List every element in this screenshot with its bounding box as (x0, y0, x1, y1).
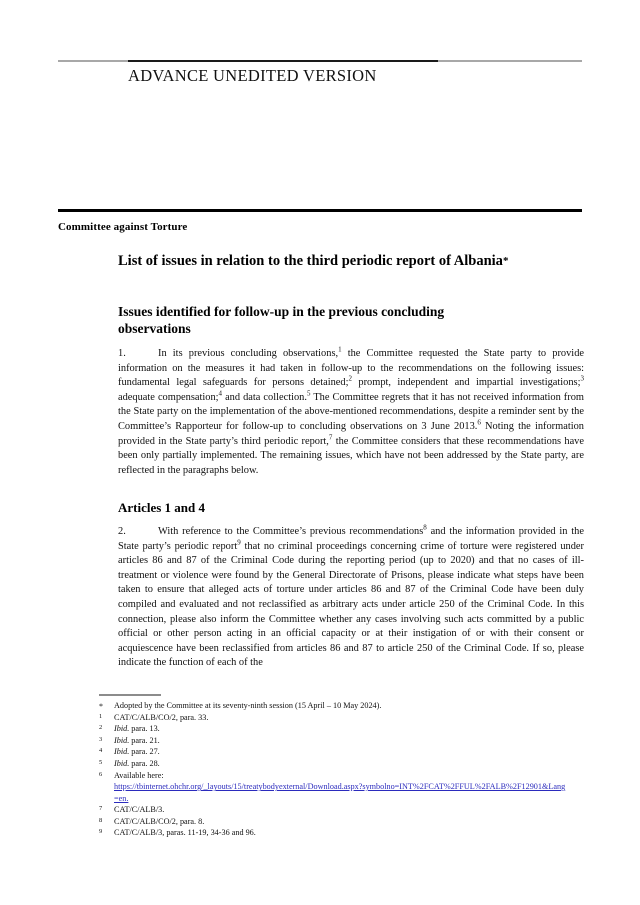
footnote-ref-6[interactable]: 6 (477, 418, 481, 427)
footnotes-list (99, 700, 569, 839)
footnote-text: CAT/C/ALB/3. (114, 804, 165, 814)
footnote-ref-1[interactable]: 1 (338, 345, 342, 354)
footnote-text: Available here: (114, 770, 164, 780)
footnote-marker-2: 2 (99, 724, 103, 732)
footnote-marker-8: 8 (99, 816, 103, 824)
footnote-item (99, 770, 569, 804)
committee-name: Committee against Torture (58, 221, 188, 233)
footnote-item (99, 700, 569, 712)
footnote-ibid: Ibid. (114, 724, 130, 734)
footnote-item (99, 746, 569, 758)
footnote-link[interactable]: https://tbinternet.ohchr.org/_layouts/15/treatybodyexternal/Download.aspx?symbolno=INT%2FCAT%2FFUL%2FALB%2F12901&Lang=en. (114, 782, 566, 803)
footnote-ref-3[interactable]: 3 (580, 374, 584, 383)
paragraph-1-body: In its previous concluding observations,$^1$ the Committee requested the State party to provide information on the measures it had taken in follow-up to the recommendations on the following issues: fundamental legal safeguards for persons detained;$^2$ prompt, independent and impartial investigations;$^3$ adequate compensation;$^4$ and data collection.$^5$ The Committee regrets that it has not received information from the State party on the implementation of the above-mentioned recommendations, despite a reminder sent by the Committee’s Rapporteur for follow-up to concluding observations on 3 June 2013.$^6$ Noting the information provided in the State party’s third periodic report,$^7$ the Committee considers that these recommendations have been only partially implemented. The remaining issues, which have not been addressed by the State party, are reflected in the paragraphs below. (118, 345, 585, 476)
section-heading-followup: Issues identified for follow-up in the previous concluding observations (118, 304, 445, 336)
footnote-ref-4[interactable]: 4 (218, 389, 223, 398)
paragraph-1-number: 1. (118, 348, 126, 359)
footnote-text: CAT/C/ALB/CO/2, para. 8. (114, 816, 205, 826)
paragraph-2 (118, 525, 584, 671)
footnote-ref-7[interactable]: 7 (328, 433, 333, 442)
footnote-marker-6: 6 (99, 770, 103, 778)
footnote-text: para. 13. (129, 724, 160, 734)
footnote-item (99, 827, 569, 839)
footnote-marker-4: 4 (99, 747, 103, 755)
footnote-marker-1: 1 (99, 712, 103, 720)
footnote-text: CAT/C/ALB/3, paras. 11-19, 34-36 and 96. (114, 828, 256, 838)
footnote-marker-7: 7 (99, 804, 103, 812)
footnote-text: para. 21. (129, 735, 160, 745)
footnote-ibid: Ibid. (114, 758, 130, 768)
footnote-text: CAT/C/ALB/CO/2, para. 33. (114, 712, 209, 722)
footnote-ibid: Ibid. (114, 747, 130, 757)
page-title (118, 253, 518, 271)
footnote-marker-5: 5 (99, 758, 103, 766)
footnote-ref-9[interactable]: 9 (237, 538, 241, 547)
paragraph-1 (118, 347, 584, 478)
footnote-ref-5[interactable]: 5 (306, 389, 311, 398)
footnote-ref-8[interactable]: 8 (423, 523, 427, 532)
footnote-item (99, 816, 569, 828)
footnote-text: para. 28. (129, 758, 160, 768)
footnote-marker-9: 9 (99, 828, 103, 836)
paragraph-2-body: With reference to the Committee’s previous recommendations$^8$ and the information provided in the State party’s periodic report$^9$ that no criminal proceedings concerning crime of torture were registered under articles 86 and 87 of the Criminal Code during the reporting period (up to 2020) and that no cases of ill-treatment or violence were found by the General Directorate of Prisons, please indicate what steps have been taken to ensure that alleged acts of torture under articles 86 and 87 of the Criminal Code have been duly compiled and evaluated and not reclassified as arbitrary acts under article 250 of the Criminal Code. In this connection, please also inform the Committee whether any cases involving such acts committed by a public official or other person acting in an official capacity or at their instigation of or with their consent or acquiescence have been reclassified from articles 86 and 87 to article 250 of the Criminal Code. If so, please indicate the function of each of the (118, 523, 584, 669)
paragraph-2-number: 2. (118, 526, 126, 537)
footnote-item (99, 758, 569, 770)
footnote-item (99, 804, 569, 816)
footnote-separator-rule (99, 694, 161, 696)
advance-unedited-version-title: ADVANCE UNEDITED VERSION (128, 66, 377, 85)
footnote-text: Adopted by the Committee at its seventy-ninth session (15 April – 10 May 2024). (114, 701, 382, 710)
footnote-marker-3: 3 (99, 735, 103, 743)
page-title-asterisk: * (502, 255, 509, 267)
footnote-ref-2[interactable]: 2 (348, 374, 352, 383)
header-rule-black (128, 60, 438, 62)
footnote-text: para. 27. (129, 747, 160, 757)
footnote-item (99, 712, 569, 724)
articles-heading: Articles 1 and 4 (118, 500, 206, 515)
committee-divider-rule (58, 209, 582, 212)
footnote-ibid: Ibid. (114, 735, 130, 745)
footnote-item (99, 723, 569, 735)
page-title-text: List of issues in relation to the third periodic report of Albania (118, 253, 503, 269)
footnote-marker-*: * (99, 702, 103, 711)
footnote-item (99, 735, 569, 747)
